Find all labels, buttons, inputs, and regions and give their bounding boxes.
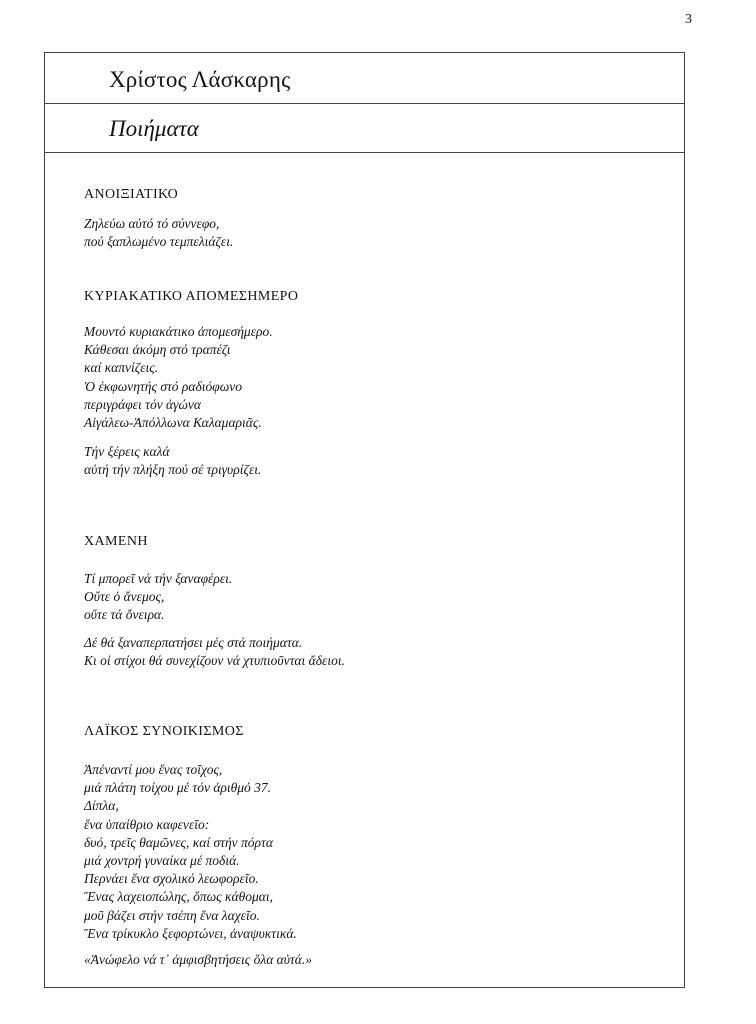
stanza: [84, 323, 273, 432]
poem-title: ΑΝΟΙΞΙΑΤΙΚΟ: [84, 187, 179, 202]
verse-line: πού ξαπλωμένο τεμπελιάζει.: [84, 234, 234, 250]
verse-line: Κι οἱ στίχοι θά συνεχίζουν νά χτυπιοῦνται ἄδειοι.: [84, 653, 345, 669]
verse-line: οὔτε τά ὄνειρα.: [84, 607, 165, 623]
stanza: [84, 761, 297, 943]
stanza: [84, 634, 345, 670]
verse-line: δυό, τρεῖς θαμῶνες, καί στήν πόρτα: [84, 834, 273, 850]
verse-line: περιγράφει τόν ἀγώνα: [84, 396, 201, 412]
poem-title: ΛΑΪΚΟΣ ΣΥΝΟΙΚΙΣΜΟΣ: [84, 724, 244, 739]
verse-line: Τί μπορεῖ νά τήν ξαναφέρει.: [84, 571, 233, 586]
author-name: Χρίστος Λάσκαρης: [109, 67, 291, 92]
verse-line: Αἰγάλεω-Ἀπόλλωνα Καλαμαριᾶς.: [84, 414, 262, 430]
poem-title: ΧΑΜΕΝΗ: [84, 534, 148, 549]
stanza: [84, 443, 261, 479]
verse-line: μιά χοντρή γυναίκα μέ ποδιά.: [84, 852, 240, 868]
verse-line: Ἕνας λαχειοπώλης, ὅπως κάθομαι,: [84, 889, 273, 905]
verse-line: «Ἀνώφελο νά τ᾽ ἀμφισβητήσεις ὅλα αὐτά.»: [84, 952, 312, 967]
verse-line: Ὁ ἐκφωνητής στό ραδιόφωνο: [84, 378, 243, 394]
stanza: [84, 570, 232, 625]
verse-line: Ἀπέναντί μου ἕνας τοῖχος,: [84, 762, 223, 777]
verse-line: ἕνα ὑπαίθριο καφενεῖο:: [84, 816, 210, 832]
collection-title: Ποιήματα: [109, 116, 199, 141]
verse-line: Ζηλεύω αὐτό τό σύννεφο,: [84, 216, 220, 231]
stanza: [84, 215, 233, 251]
verse-line: Τήν ξέρεις καλά: [84, 444, 170, 459]
stanza: [84, 951, 312, 969]
verse-line: Δέ θά ξαναπερπατήσει μές στά ποιήματα.: [84, 635, 303, 650]
page-number: 3: [685, 12, 692, 27]
verse-line: Ἕνα τρίκυκλο ξεφορτώνει, ἀναψυκτικά.: [84, 925, 297, 941]
verse-line: Κάθεσαι ἀκόμη στό τραπέζι: [84, 342, 231, 358]
verse-line: Οὔτε ὁ ἄνεμος,: [84, 589, 165, 605]
verse-line: καί καπνίζεις.: [84, 360, 159, 376]
verse-line: μοῦ βάζει στήν τσέπη ἕνα λαχεῖο.: [84, 907, 260, 923]
verse-line: Μουντό κυριακάτικο ἀπομεσήμερο.: [84, 324, 273, 339]
verse-line: Δίπλα,: [84, 798, 119, 814]
verse-line: Περνάει ἕνα σχολικό λεωφορεῖο.: [84, 871, 259, 887]
verse-line: μιά πλάτη τοίχου μέ τόν ἀριθμό 37.: [84, 780, 272, 796]
verse-line: αὐτή τήν πλήξη πού σέ τριγυρίζει.: [84, 462, 262, 478]
poem-title: ΚΥΡΙΑΚΑΤΙΚΟ ΑΠΟΜΕΣΗΜΕΡΟ: [84, 289, 299, 304]
page-frame: [44, 52, 685, 988]
